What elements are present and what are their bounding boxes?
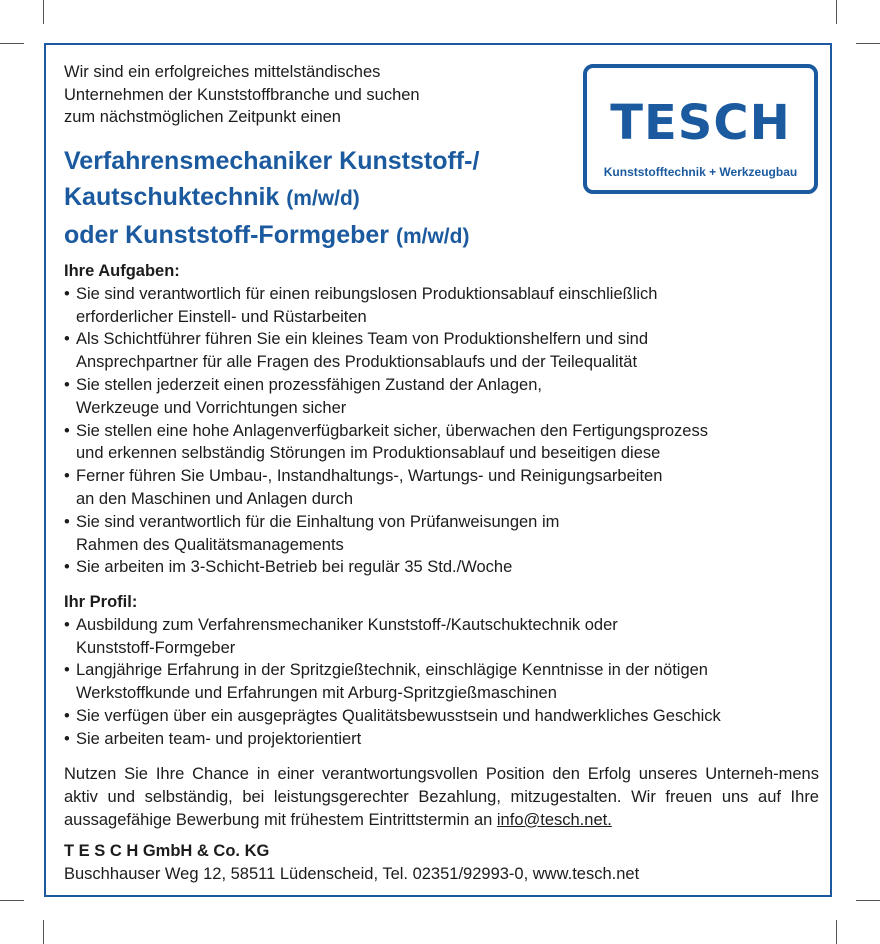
tasks-section [64,260,824,579]
crop-mark [0,900,24,901]
closing-paragraph [64,763,819,831]
job-title-line [64,217,584,255]
crop-mark [43,920,44,944]
list-item-text: Werkstoffkunde und Erfahrungen mit Arburg-Spritzgießmaschinen [76,684,557,703]
list-item-text: Sie stellen eine hohe Anlagenverfügbarkeit sicher, überwachen den Fertigungsprozess [76,421,708,440]
list-item-text: Sie verfügen über ein ausgeprägtes Qualitätsbewusstsein und handwerkliches Geschick [76,706,721,725]
gender-suffix: (m/w/d) [395,225,470,248]
section-heading: Ihr Profil: [64,593,138,611]
list-item-text: Ausbildung zum Verfahrensmechaniker Kunststoff-/Kautschuktechnik oder [76,615,618,634]
closing-text: Nutzen Sie Ihre Chance in einer verantwortungsvollen Position den Erfolg unseres Unterneh-mens aktiv und selbständig, bei leistungsgerechter Bezahlung, mitzugestalten. Wir freuen uns auf Ihre aussagefähige Bewerbung mit frühestem Eintrittstermin an [64,765,819,829]
intro-text [64,61,504,129]
intro-line: Wir sind ein erfolgreiches mittelständisches [64,63,381,81]
list-item: • Ausbildung zum Verfahrensmechaniker Kunststoff-/Kautschuktechnik oder Kunststoff-Formgeber [64,615,618,657]
list-item-text: Sie sind verantwortlich für einen reibungslosen Produktionsablauf einschließlich [76,284,658,303]
list-item: • Als Schichtführer führen Sie ein kleines Team von Produktionshelfern und sind Ansprechpartner für alle Fragen des Produktionsablaufs und der Teilequalität [64,330,649,372]
list-item-text: Werkzeuge und Vorrichtungen sicher [76,398,347,417]
list-item: • Ferner führen Sie Umbau-, Instandhaltungs-, Wartungs- und Reinigungsarbeiten an den Maschinen und Anlagen durch [64,467,663,508]
crop-mark [836,0,837,24]
list-item: • Sie stellen eine hohe Anlagenverfügbarkeit sicher, überwachen den Fertigungsprozess und erkennen selbständig Störungen im Produktionsablauf und beseitigen diese [64,421,708,463]
company-name: T E S C H GmbH & Co. KG [64,842,270,860]
job-title-text: Kautschuktechnik [64,183,280,211]
list-item: • Langjährige Erfahrung in der Spritzgießtechnik, einschlägige Kenntnisse in der nötigen Werkstoffkunde und Erfahrungen mit Arburg-Spritzgießmaschinen [64,661,708,703]
company-address: Buschhauser Weg 12, 58511 Lüdenscheid, Tel. 02351/92993-0, www.tesch.net [64,865,640,883]
list-item-text: und erkennen selbständig Störungen im Produktionsablauf und beseitigen diese [76,444,661,463]
list-item: • Sie arbeiten im 3-Schicht-Betrieb bei regulär 35 Std./Woche [64,558,513,577]
job-title [64,143,584,255]
list-item-text: Rahmen des Qualitätsmanagements [76,535,344,554]
profile-list [64,614,824,751]
crop-mark [43,0,44,24]
list-item-text: Kunststoff-Formgeber [76,638,236,657]
list-item-text: Sie stellen jederzeit einen prozessfähigen Zustand der Anlagen, [76,375,542,394]
tasks-list [64,283,824,579]
job-title-line: Verfahrensmechaniker Kunststoff-/ [64,147,480,175]
list-item-text: erforderlicher Einstell- und Rüstarbeiten [76,307,367,326]
list-item-text: an den Maschinen und Anlagen durch [76,489,354,508]
job-title-text: oder Kunststoff-Formgeber [64,221,389,249]
profile-section [64,591,824,751]
list-item-text: Sie sind verantwortlich für die Einhaltung von Prüfanweisungen im [76,512,560,531]
list-item-text: Ansprechpartner für alle Fragen des Produktionsablaufs und der Teilequalität [76,353,638,372]
logo-wordmark: TESCH [610,95,791,151]
list-item: • Sie arbeiten team- und projektorientiert [64,729,362,748]
company-info [64,840,824,886]
email-link[interactable]: info@tesch.net. [496,810,612,829]
list-item: • Sie stellen jederzeit einen prozessfähigen Zustand der Anlagen, Werkzeuge und Vorrichtungen sicher [64,375,542,417]
list-item-text: Sie arbeiten im 3-Schicht-Betrieb bei regulär 35 Std./Woche [76,558,513,577]
crop-mark [856,43,880,44]
logo-tagline: Kunststofftechnik + Werkzeugbau [603,165,798,179]
list-item-text: Ferner führen Sie Umbau-, Instandhaltungs-, Wartungs- und Reinigungsarbeiten [76,467,663,486]
list-item-text: Als Schichtführer führen Sie ein kleines Team von Produktionshelfern und sind [76,330,649,349]
list-item-text: Langjährige Erfahrung in der Spritzgießtechnik, einschlägige Kenntnisse in der nötigen [76,661,708,680]
intro-line: Unternehmen der Kunststoffbranche und suchen [64,85,420,104]
list-item-text: Sie arbeiten team- und projektorientiert [76,729,362,748]
section-heading: Ihre Aufgaben: [64,262,180,280]
intro-line: zum nächstmöglichen Zeitpunkt einen [64,108,341,126]
job-title-line [64,179,584,217]
crop-mark [856,900,880,901]
company-logo [583,64,818,194]
list-item: • Sie verfügen über ein ausgeprägtes Qualitätsbewusstsein und handwerkliches Geschick [64,706,721,725]
gender-suffix: (m/w/d) [286,187,360,210]
list-item: • Sie sind verantwortlich für einen reibungslosen Produktionsablauf einschließlich erforderlicher Einstell- und Rüstarbeiten [64,284,658,326]
crop-mark [0,43,24,44]
crop-mark [836,920,837,944]
list-item: • Sie sind verantwortlich für die Einhaltung von Prüfanweisungen im Rahmen des Qualitätsmanagements [64,512,560,554]
